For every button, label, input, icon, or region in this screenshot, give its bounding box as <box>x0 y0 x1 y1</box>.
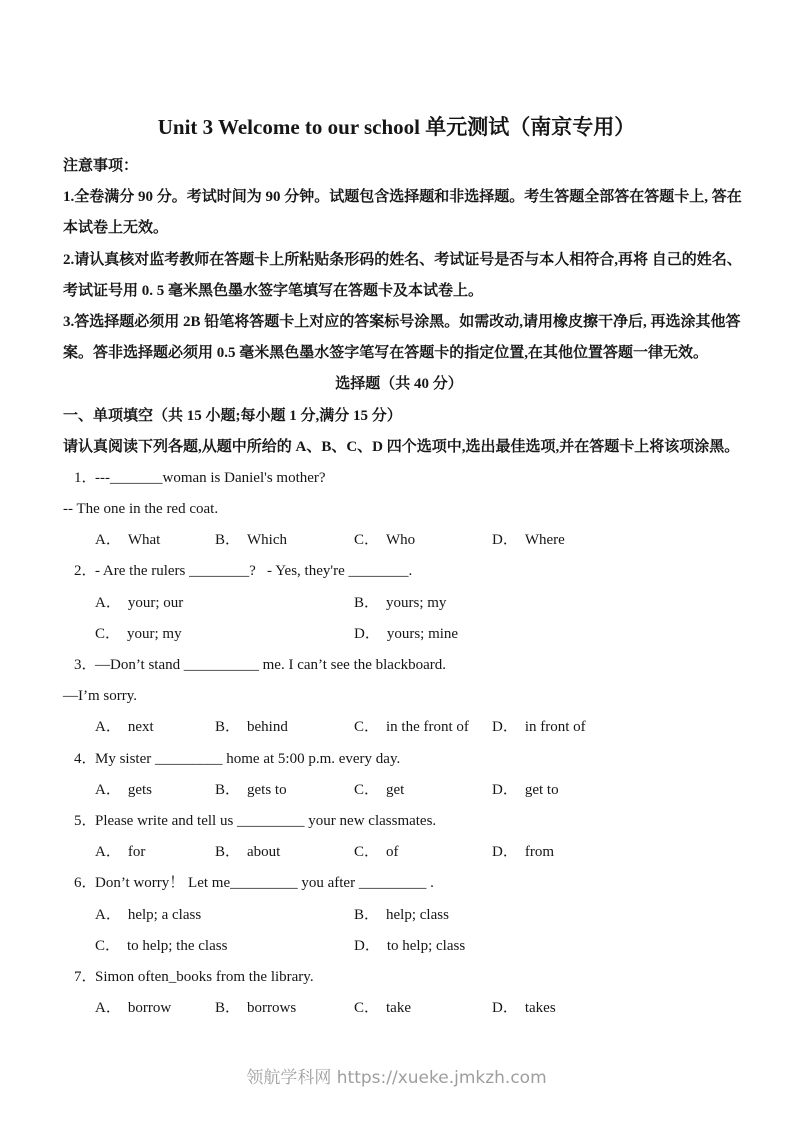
notice-3-line-2: 案。答非选择题必须用 0.5 毫米黑色墨水签字笔写在答题卡的指定位置,在其他位置答题一律无效。 <box>63 345 709 362</box>
option-6b-text: help; class <box>386 906 449 923</box>
question-5-number: 5． <box>74 812 97 829</box>
option-7c <box>354 993 411 1024</box>
option-1b-text: Which <box>247 532 287 549</box>
option-1b <box>215 525 287 556</box>
option-4d-label: D． <box>492 781 518 798</box>
option-4a <box>95 775 152 806</box>
option-2c <box>95 619 182 650</box>
notice-1-line-2: 本试卷上无效。 <box>63 220 169 237</box>
exam-body <box>63 151 742 1024</box>
option-6b <box>354 900 449 931</box>
option-2a-text: your; our <box>127 594 184 611</box>
option-1b-label: B． <box>215 532 241 549</box>
option-2a <box>95 588 183 619</box>
question-6-number: 6． <box>74 875 97 892</box>
section-title: 选择题（共 40 分） <box>335 376 463 393</box>
option-2b-text: yours; my <box>386 594 447 611</box>
option-2b-label: B． <box>354 594 380 611</box>
option-6d-label: D． <box>354 937 380 954</box>
option-7a <box>95 993 171 1024</box>
question-6 <box>63 868 735 899</box>
option-5d <box>492 837 554 868</box>
option-6c-label: C． <box>95 937 121 954</box>
option-6a <box>95 900 201 931</box>
option-5b <box>215 837 280 868</box>
option-5d-text: from <box>524 844 555 861</box>
question-3-number: 3． <box>74 657 97 673</box>
option-7b-label: B． <box>215 1000 241 1017</box>
question-3-options <box>63 712 735 743</box>
question-5-options <box>63 837 735 868</box>
question-7-options <box>63 993 735 1024</box>
question-1 <box>63 463 735 494</box>
option-3b-text: behind <box>247 719 288 736</box>
option-7d-text: takes <box>524 1000 556 1017</box>
option-1a-text: What <box>127 532 161 549</box>
question-4-options <box>63 775 735 806</box>
question-7 <box>63 962 735 993</box>
option-4a-text: gets <box>127 781 153 798</box>
option-3d-text: in front of <box>524 719 586 736</box>
option-3c-label: C． <box>354 719 380 736</box>
option-7a-label: A． <box>95 1000 121 1017</box>
option-1c-label: C． <box>354 532 380 549</box>
notice-2-line-2: 考试证号用 0. 5 毫米黑色墨水签字笔填写在答题卡及本试卷上。 <box>63 282 484 299</box>
question-2-stem: - Are the rulers ________? - Yes, they're ________. <box>95 563 413 580</box>
question-1-number: 1． <box>74 469 97 486</box>
option-2c-text: your; my <box>127 625 182 642</box>
option-6b-label: B． <box>354 906 380 923</box>
question-1-followup: -- The one in the red coat. <box>63 501 219 518</box>
notice-1-line-1: 1.全卷满分 90 分。考试时间为 90 分钟。试题包含选择题和非选择题。考生答题全部答在答题卡上, 答在 <box>63 189 742 206</box>
option-3b-label: B． <box>215 719 241 736</box>
option-2b <box>354 588 446 619</box>
option-1a-label: A． <box>95 532 121 549</box>
option-3a-text: next <box>127 719 154 736</box>
question-6-options-row-2 <box>63 931 735 962</box>
notice-3-line-1: 3.答选择题必须用 2B 铅笔将答题卡上对应的答案标号涂黑。如需改动,请用橡皮擦干净后, 再选涂其他答 <box>63 313 741 330</box>
option-6a-text: help; a class <box>127 906 202 923</box>
option-5b-label: B． <box>215 844 241 861</box>
option-1d-text: Where <box>524 532 565 549</box>
option-5a <box>95 837 145 868</box>
option-5c-text: of <box>386 844 399 861</box>
question-7-stem: Simon often_books from the library. <box>95 968 314 985</box>
option-3c <box>354 712 469 743</box>
option-1d-label: D． <box>492 532 518 549</box>
option-4d <box>492 775 559 806</box>
option-3a <box>95 712 154 743</box>
option-5c-label: C． <box>354 844 380 861</box>
question-3-stem: —Don’t stand __________ me. I can’t see the blackboard. <box>95 657 447 673</box>
notice-2-line-1: 2.请认真核对监考教师在答题卡上所粘贴条形码的姓名、考试证号是否与本人相符合,再将 自己的姓名、 <box>63 251 742 268</box>
question-6-stem: Don’t worry！ Let me_________ you after _________ . <box>95 875 434 892</box>
part-title: 一、单项填空（共 15 小题;每小题 1 分,满分 15 分） <box>63 407 402 424</box>
option-5a-text: for <box>127 844 146 861</box>
question-4 <box>63 744 735 775</box>
option-4b <box>215 775 287 806</box>
question-5 <box>63 806 735 837</box>
option-3b <box>215 712 288 743</box>
option-3a-label: A． <box>95 719 121 736</box>
option-4c <box>354 775 404 806</box>
question-2-number: 2． <box>74 563 97 580</box>
option-1d <box>492 525 565 556</box>
question-7-number: 7． <box>74 968 97 985</box>
option-7d <box>492 993 556 1024</box>
option-7a-text: borrow <box>127 1000 172 1017</box>
question-5-stem: Please write and tell us _________ your new classmates. <box>95 812 437 829</box>
option-1c <box>354 525 415 556</box>
option-6a-label: A． <box>95 906 121 923</box>
question-1-options <box>63 525 735 556</box>
option-2c-label: C． <box>95 625 121 642</box>
footer-watermark: 领航学科网 https://xueke.jmkzh.com <box>246 1068 547 1088</box>
option-5b-text: about <box>247 844 281 861</box>
option-2a-label: A． <box>95 594 121 611</box>
option-4b-text: gets to <box>247 781 287 798</box>
question-1-stem: ---_______woman is Daniel's mother? <box>95 469 326 486</box>
option-6d-text: to help; class <box>386 937 466 954</box>
option-7c-label: C． <box>354 1000 380 1017</box>
option-2d-text: yours; mine <box>386 625 459 642</box>
option-4c-label: C． <box>354 781 380 798</box>
option-6c <box>95 931 227 962</box>
question-4-stem: My sister _________ home at 5:00 p.m. every day. <box>95 750 401 767</box>
option-2d-label: D． <box>354 625 380 642</box>
question-3 <box>63 650 735 681</box>
option-7d-label: D． <box>492 1000 518 1017</box>
option-3d-label: D． <box>492 719 518 736</box>
option-7c-text: take <box>386 1000 411 1017</box>
page-title: Unit 3 Welcome to our school 单元测试（南京专用） <box>157 115 636 139</box>
question-4-number: 4． <box>74 750 97 767</box>
option-5d-label: D． <box>492 844 518 861</box>
option-3c-text: in the front of <box>386 719 469 736</box>
option-1c-text: Who <box>386 532 416 549</box>
option-4d-text: get to <box>524 781 559 798</box>
question-2 <box>63 556 735 587</box>
option-7b <box>215 993 296 1024</box>
option-6c-text: to help; the class <box>127 937 228 954</box>
option-4b-label: B． <box>215 781 241 798</box>
option-5c <box>354 837 399 868</box>
question-6-options-row-1 <box>63 900 735 931</box>
part-instruction: 请认真阅读下列各题,从题中所给的 A、B、C、D 四个选项中,选出最佳选项,并在答题卡上将该项涂黑。 <box>63 438 740 455</box>
question-3-followup: —I’m sorry. <box>63 688 138 705</box>
option-1a <box>95 525 160 556</box>
option-4c-text: get <box>386 781 405 798</box>
option-2d <box>354 619 458 650</box>
option-4a-label: A． <box>95 781 121 798</box>
question-2-options-row-2 <box>63 619 735 650</box>
option-3d <box>492 712 586 743</box>
option-5a-label: A． <box>95 844 121 861</box>
option-6d <box>354 931 465 962</box>
notice-header: 注意事项： <box>63 158 139 174</box>
question-2-options-row-1 <box>63 588 735 619</box>
option-7b-text: borrows <box>247 1000 297 1017</box>
